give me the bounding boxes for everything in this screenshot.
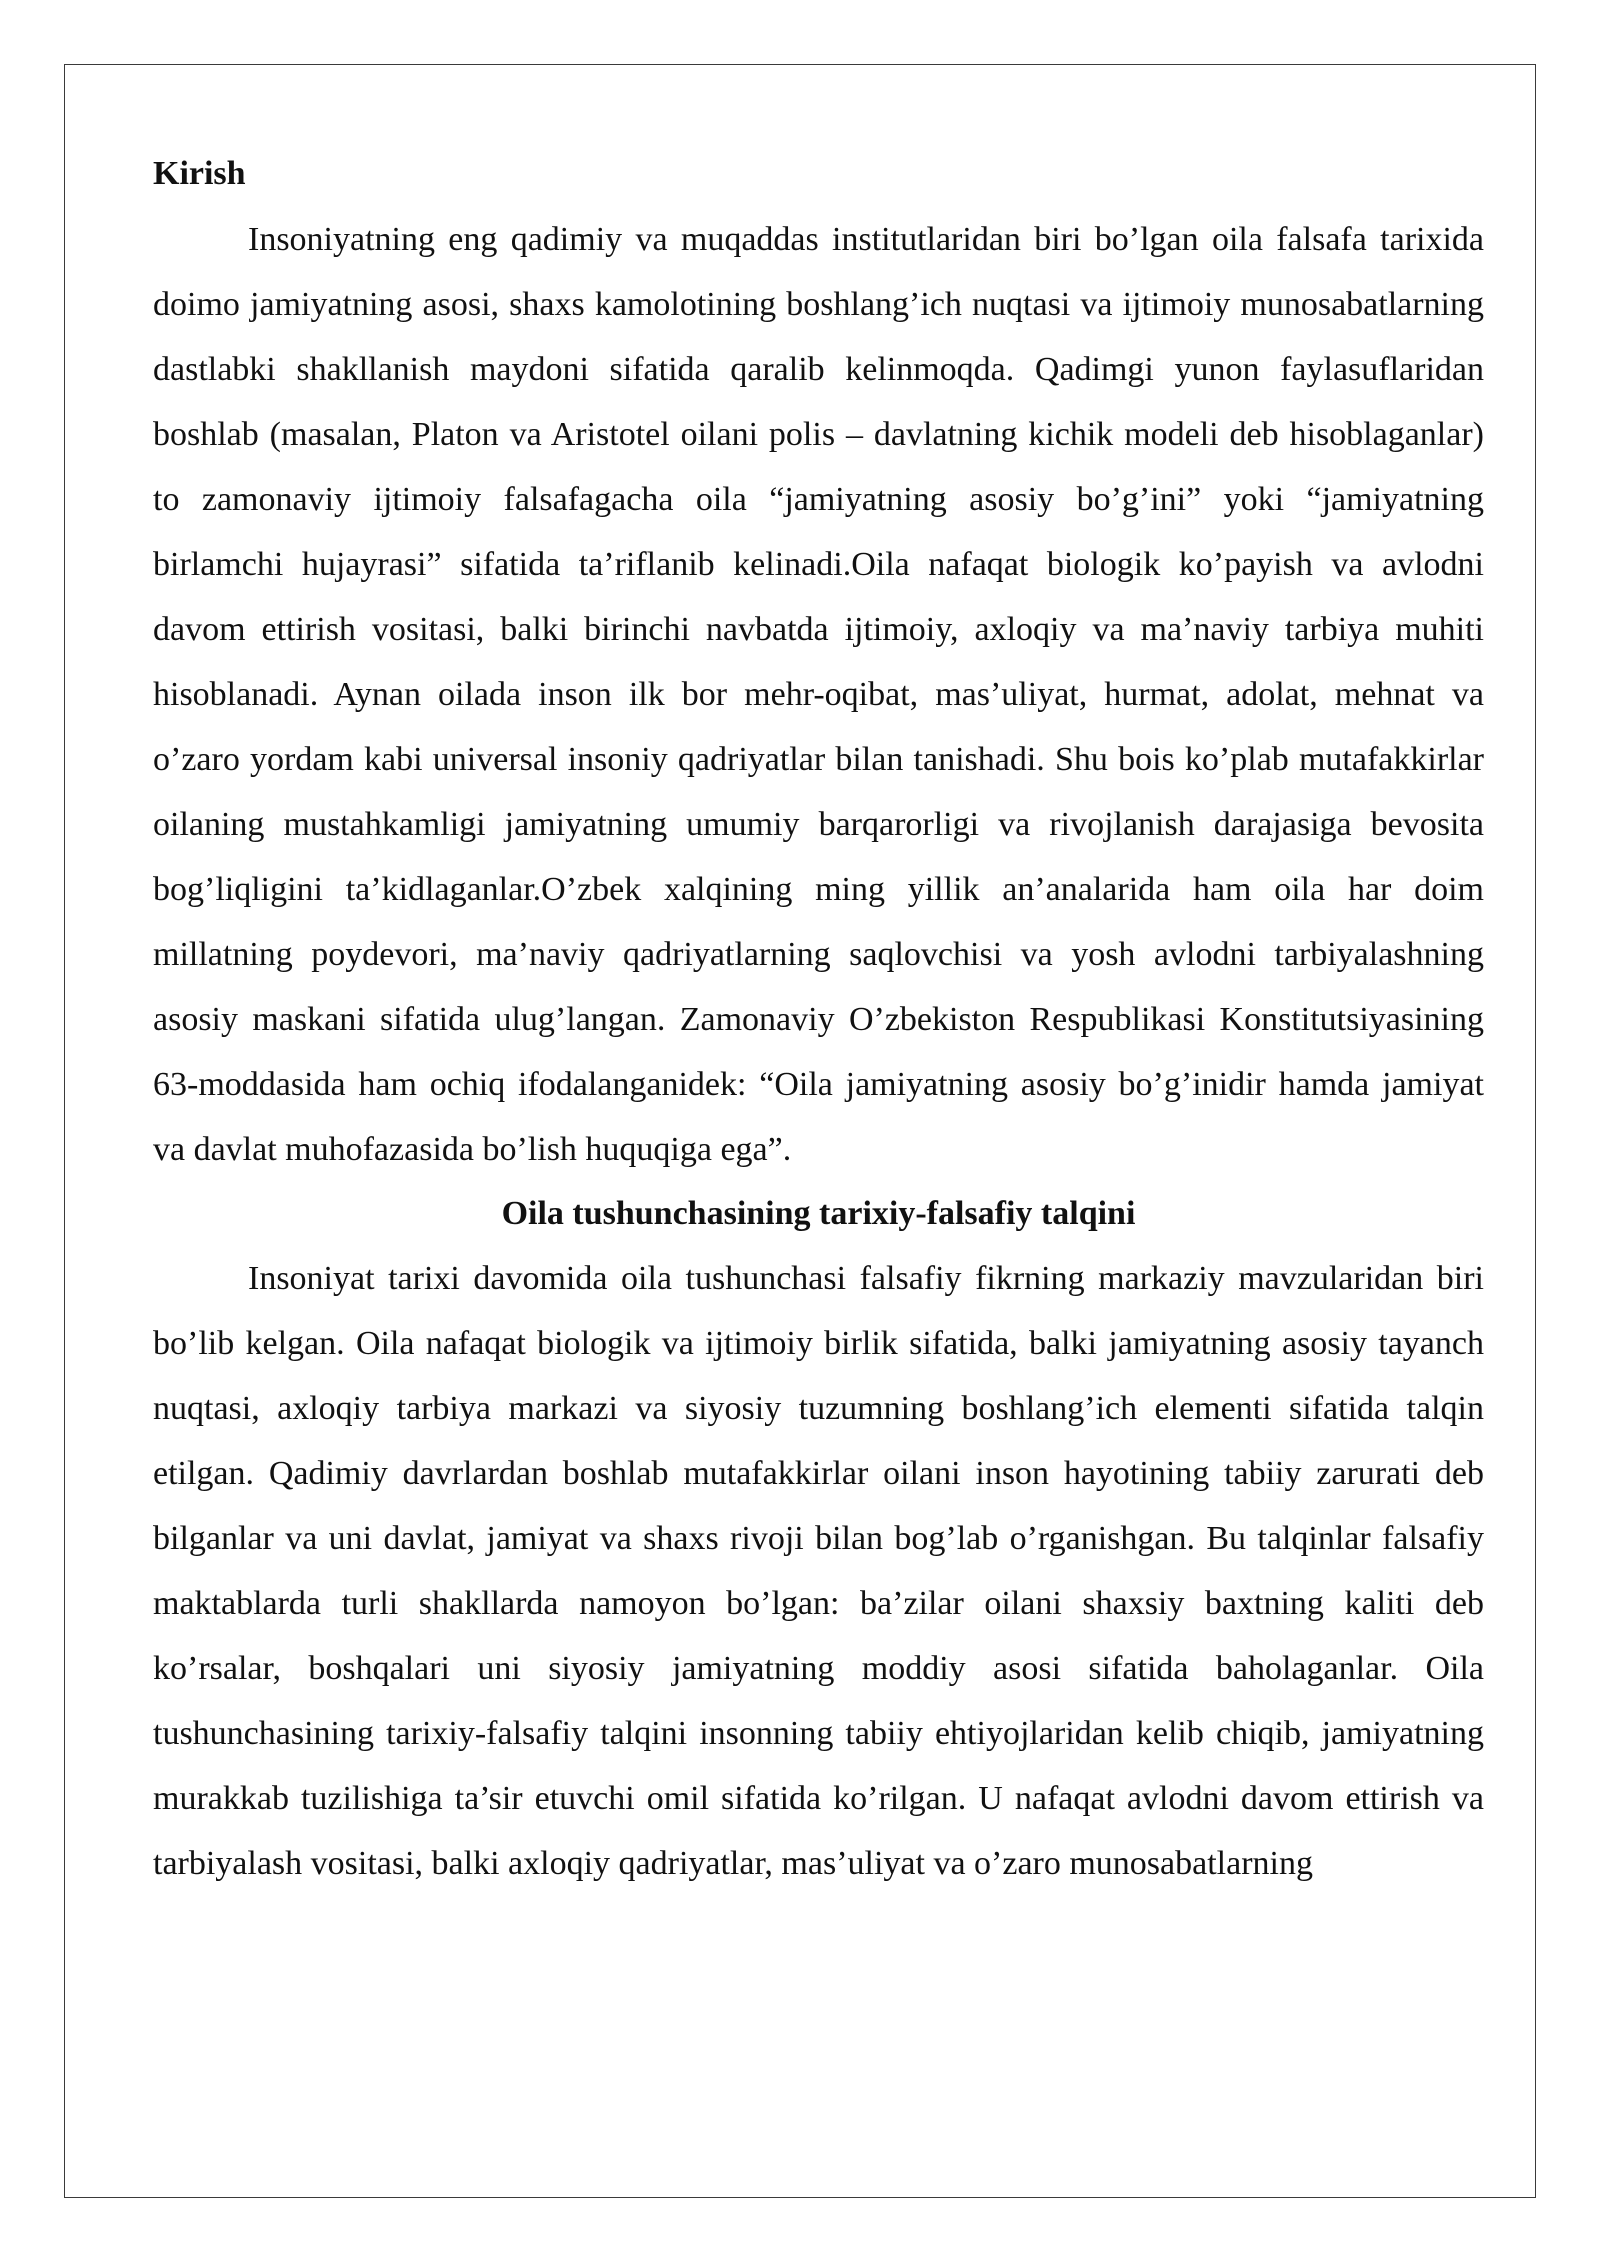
document-body bbox=[153, 141, 1484, 1896]
section-heading: Oila tushunchasining tarixiy-falsafiy talqini bbox=[501, 1195, 1136, 1232]
section-paragraph: Insoniyat tarixi davomida oila tushunchasi falsafiy fikrning markaziy mavzularidan biri bo’lib kelgan. Oila nafaqat biologik va ijtimoiy birlik sifatida, balki jamiyatning asosiy tayanch nuqtasi, axloqiy tarbiya markazi va siyosiy tuzumning boshlang’ich elementi sifatida talqin etilgan. Qadimiy davrlardan boshlab mutafakkirlar oilani inson hayotining tabiiy zarurati deb bilganlar va uni davlat, jamiyat va shaxs rivoji bilan bog’lab o’rganishgan. Bu talqinlar falsafiy maktablarda turli shakllarda namoyon bo’lgan: ba’zilar oilani shaxsiy baxtning kaliti deb ko’rsalar, boshqalari uni siyosiy jamiyatning moddiy asosi sifatida baholaganlar. Oila tushunchasining tarixiy-falsafiy talqini insonning tabiiy ehtiyojlaridan kelib chiqib, jamiyatning murakkab tuzilishiga ta’sir etuvchi omil sifatida ko’rilgan. U nafaqat avlodni davom ettirish va tarbiyalash vositasi, balki axloqiy qadriyatlar, mas’uliyat va o’zaro munosabatlarning bbox=[153, 1260, 1484, 1882]
intro-paragraph: Insoniyatning eng qadimiy va muqaddas institutlaridan biri bo’lgan oila falsafa tarixida doimo jamiyatning asosi, shaxs kamolotining boshlang’ich nuqtasi va ijtimoiy munosabatlarning dastlabki shakllanish maydoni sifatida qaralib kelinmoqda. Qadimgi yunon faylasuflaridan boshlab (masalan, Platon va Aristotel oilani polis – davlatning kichik modeli deb hisoblaganlar) to zamonaviy ijtimoiy falsafagacha oila “jamiyatning asosiy bo’g’ini” yoki “jamiyatning birlamchi hujayrasi” sifatida ta’riflanib kelinadi.Oila nafaqat biologik ko’payish va avlodni davom ettirish vositasi, balki birinchi navbatda ijtimoiy, axloqiy va ma’naviy tarbiya muhiti hisoblanadi. Aynan oilada inson ilk bor mehr-oqibat, mas’uliyat, hurmat, adolat, mehnat va o’zaro yordam kabi universal insoniy qadriyatlar bilan tanishadi. Shu bois ko’plab mutafakkirlar oilaning mustahkamligi jamiyatning umumiy barqarorligi va rivojlanish darajasiga bevosita bog’liqligini ta’kidlaganlar.O’zbek xalqining ming yillik an’analarida ham oila har doim millatning poydevori, ma’naviy qadriyatlarning saqlovchisi va yosh avlodni tarbiyalashning asosiy maskani sifatida ulug’langan. Zamonaviy O’zbekiston Respublikasi Konstitutsiyasining 63-moddasida ham ochiq ifodalanganidek: “Oila jamiyatning asosiy bo’g’inidir hamda jamiyat va davlat muhofazasida bo’lish huquqiga ega”. bbox=[153, 221, 1484, 1168]
intro-heading: Kirish bbox=[153, 155, 246, 192]
